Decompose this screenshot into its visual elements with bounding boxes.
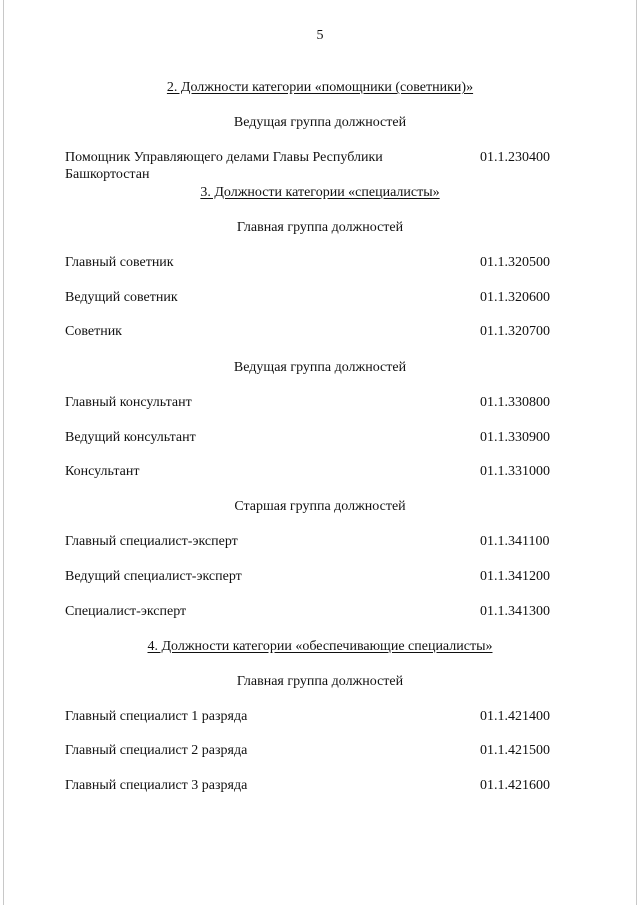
group-title: Ведущая группа должностей — [233, 360, 407, 375]
position-code: 01.1.330900 — [480, 430, 550, 445]
section-title: 4. Должности категории «обеспечивающие специалисты» — [147, 639, 493, 654]
position-code: 01.1.341200 — [480, 569, 550, 584]
page-edge-right — [636, 0, 637, 905]
position-name: Советник — [65, 324, 122, 339]
page-number: 5 — [316, 28, 324, 43]
position-name: Специалист-эксперт — [65, 604, 187, 619]
position-name: Ведущий специалист-эксперт — [65, 569, 242, 584]
position-name: Главный советник — [65, 255, 174, 270]
position-code: 01.1.421600 — [480, 778, 550, 793]
position-name: Главный консультант — [65, 395, 192, 410]
position-code: 01.1.421500 — [480, 743, 550, 758]
position-name: Консультант — [65, 464, 140, 479]
position-name: Главный специалист 3 разряда — [65, 778, 248, 793]
position-code: 01.1.320500 — [480, 255, 550, 270]
section-title: 2. Должности категории «помощники (советники)» — [166, 80, 474, 95]
position-name: Главный специалист 2 разряда — [65, 743, 248, 758]
position-code: 01.1.330800 — [480, 395, 550, 410]
position-code: 01.1.341300 — [480, 604, 550, 619]
group-title: Ведущая группа должностей — [233, 115, 407, 130]
position-code: 01.1.331000 — [480, 464, 550, 479]
position-code: 01.1.320700 — [480, 324, 550, 339]
position-code: 01.1.230400 — [480, 150, 550, 165]
position-code: 01.1.341100 — [480, 534, 550, 549]
position-code: 01.1.421400 — [480, 709, 550, 724]
page-edge-left — [3, 0, 4, 905]
position-name: Главный специалист 1 разряда — [65, 709, 248, 724]
position-name: Главный специалист-эксперт — [65, 534, 238, 549]
group-title: Главная группа должностей — [236, 674, 404, 689]
position-code: 01.1.320600 — [480, 290, 550, 305]
position-name: Ведущий советник — [65, 290, 178, 305]
position-name-line: Помощник Управляющего делами Главы Республики — [65, 150, 383, 165]
section-title: 3. Должности категории «специалисты» — [200, 185, 440, 200]
position-name-line: Башкортостан — [65, 167, 150, 182]
group-title: Главная группа должностей — [236, 220, 404, 235]
position-name: Ведущий консультант — [65, 430, 196, 445]
group-title: Старшая группа должностей — [234, 499, 406, 514]
